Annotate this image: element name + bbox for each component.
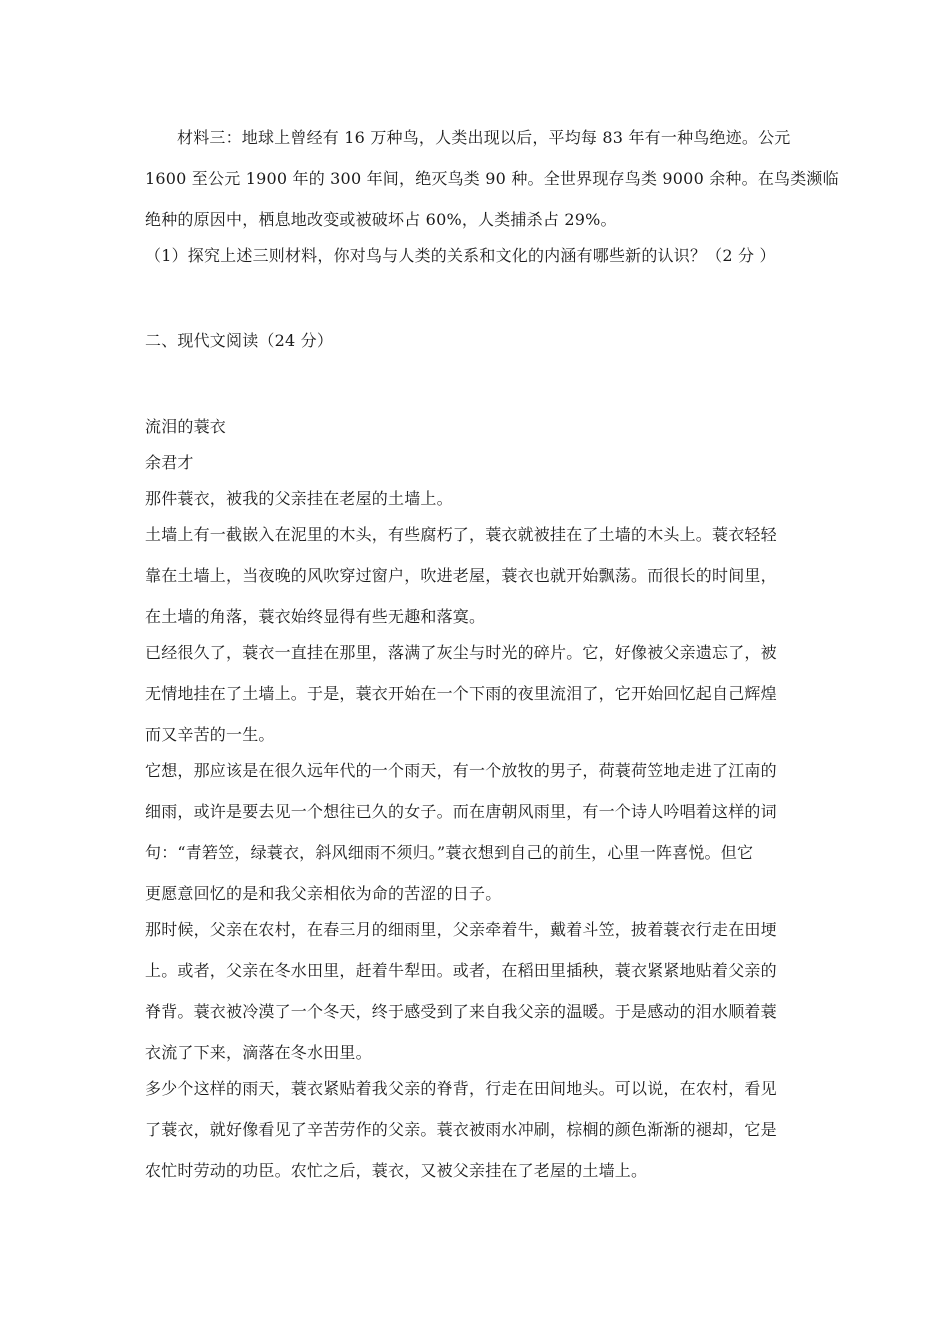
article-line: 脊背。蓑衣被冷漠了一个冬天，终于感受到了来自我父亲的温暖。于是感动的泪水顺着蓑 xyxy=(145,1002,777,1021)
article-line: 那件蓑衣，被我的父亲挂在老屋的土墙上。 xyxy=(145,489,453,508)
article-line: 衣流了下来，滴落在冬水田里。 xyxy=(145,1043,372,1062)
material3-line-1: 材料三：地球上曾经有 16 万种鸟，人类出现以后，平均每 83 年有一种鸟绝迹。公元 xyxy=(177,128,791,147)
section-heading: 二、现代文阅读（24 分） xyxy=(145,331,334,350)
article-line: 多少个这样的雨天，蓑衣紧贴着我父亲的脊背，行走在田间地头。可以说，在农村，看见 xyxy=(145,1079,777,1098)
article-line: 更愿意回忆的是和我父亲相依为命的苦涩的日子。 xyxy=(145,884,502,903)
article-line: 了蓑衣，就好像看见了辛苦劳作的父亲。蓑衣被雨水冲刷，棕榈的颜色渐渐的褪却，它是 xyxy=(145,1120,777,1139)
article-line: 靠在土墙上，当夜晚的风吹穿过窗户，吹进老屋，蓑衣也就开始飘荡。而很长的时间里， xyxy=(145,566,777,585)
material3-line-2: 1600 至公元 1900 年的 300 年间，绝灭鸟类 90 种。全世界现存鸟类 9000 余种。在鸟类濒临 xyxy=(145,169,839,188)
article-line: 上。或者，父亲在冬水田里，赶着牛犁田。或者，在稻田里插秧，蓑衣紧紧地贴着父亲的 xyxy=(145,961,777,980)
article-line: 而又辛苦的一生。 xyxy=(145,725,275,744)
article-line: 那时候，父亲在农村，在春三月的细雨里，父亲牵着牛，戴着斗笠，披着蓑衣行走在田埂 xyxy=(145,920,777,939)
article-line: 已经很久了，蓑衣一直挂在那里，落满了灰尘与时光的碎片。它，好像被父亲遗忘了，被 xyxy=(145,643,777,662)
article-line: 无情地挂在了土墙上。于是，蓑衣开始在一个下雨的夜里流泪了，它开始回忆起自己辉煌 xyxy=(145,684,777,703)
article-line: 土墙上有一截嵌入在泥里的木头，有些腐朽了，蓑衣就被挂在了土墙的木头上。蓑衣轻轻 xyxy=(145,525,777,544)
article-author: 余君才 xyxy=(145,453,194,472)
article-line: 句：“青箬笠，绿蓑衣，斜风细雨不须归。”蓑衣想到自己的前生，心里一阵喜悦。但它 xyxy=(145,843,754,862)
material3-line-3: 绝种的原因中，栖息地改变或被破坏占 60%，人类捕杀占 29%。 xyxy=(145,210,617,229)
article-line: 细雨，或许是要去见一个想往已久的女子。而在唐朝风雨里，有一个诗人吟唱着这样的词 xyxy=(145,802,777,821)
question-1: （1）探究上述三则材料，你对鸟与人类的关系和文化的内涵有哪些新的认识？（2 分 ） xyxy=(145,246,776,265)
article-line: 在土墙的角落，蓑衣始终显得有些无趣和落寞。 xyxy=(145,607,486,626)
article-line: 农忙时劳动的功臣。农忙之后，蓑衣，又被父亲挂在了老屋的土墙上。 xyxy=(145,1161,648,1180)
article-line: 它想，那应该是在很久远年代的一个雨天，有一个放牧的男子，荷蓑荷笠地走进了江南的 xyxy=(145,761,777,780)
article-title: 流泪的蓑衣 xyxy=(145,417,227,436)
